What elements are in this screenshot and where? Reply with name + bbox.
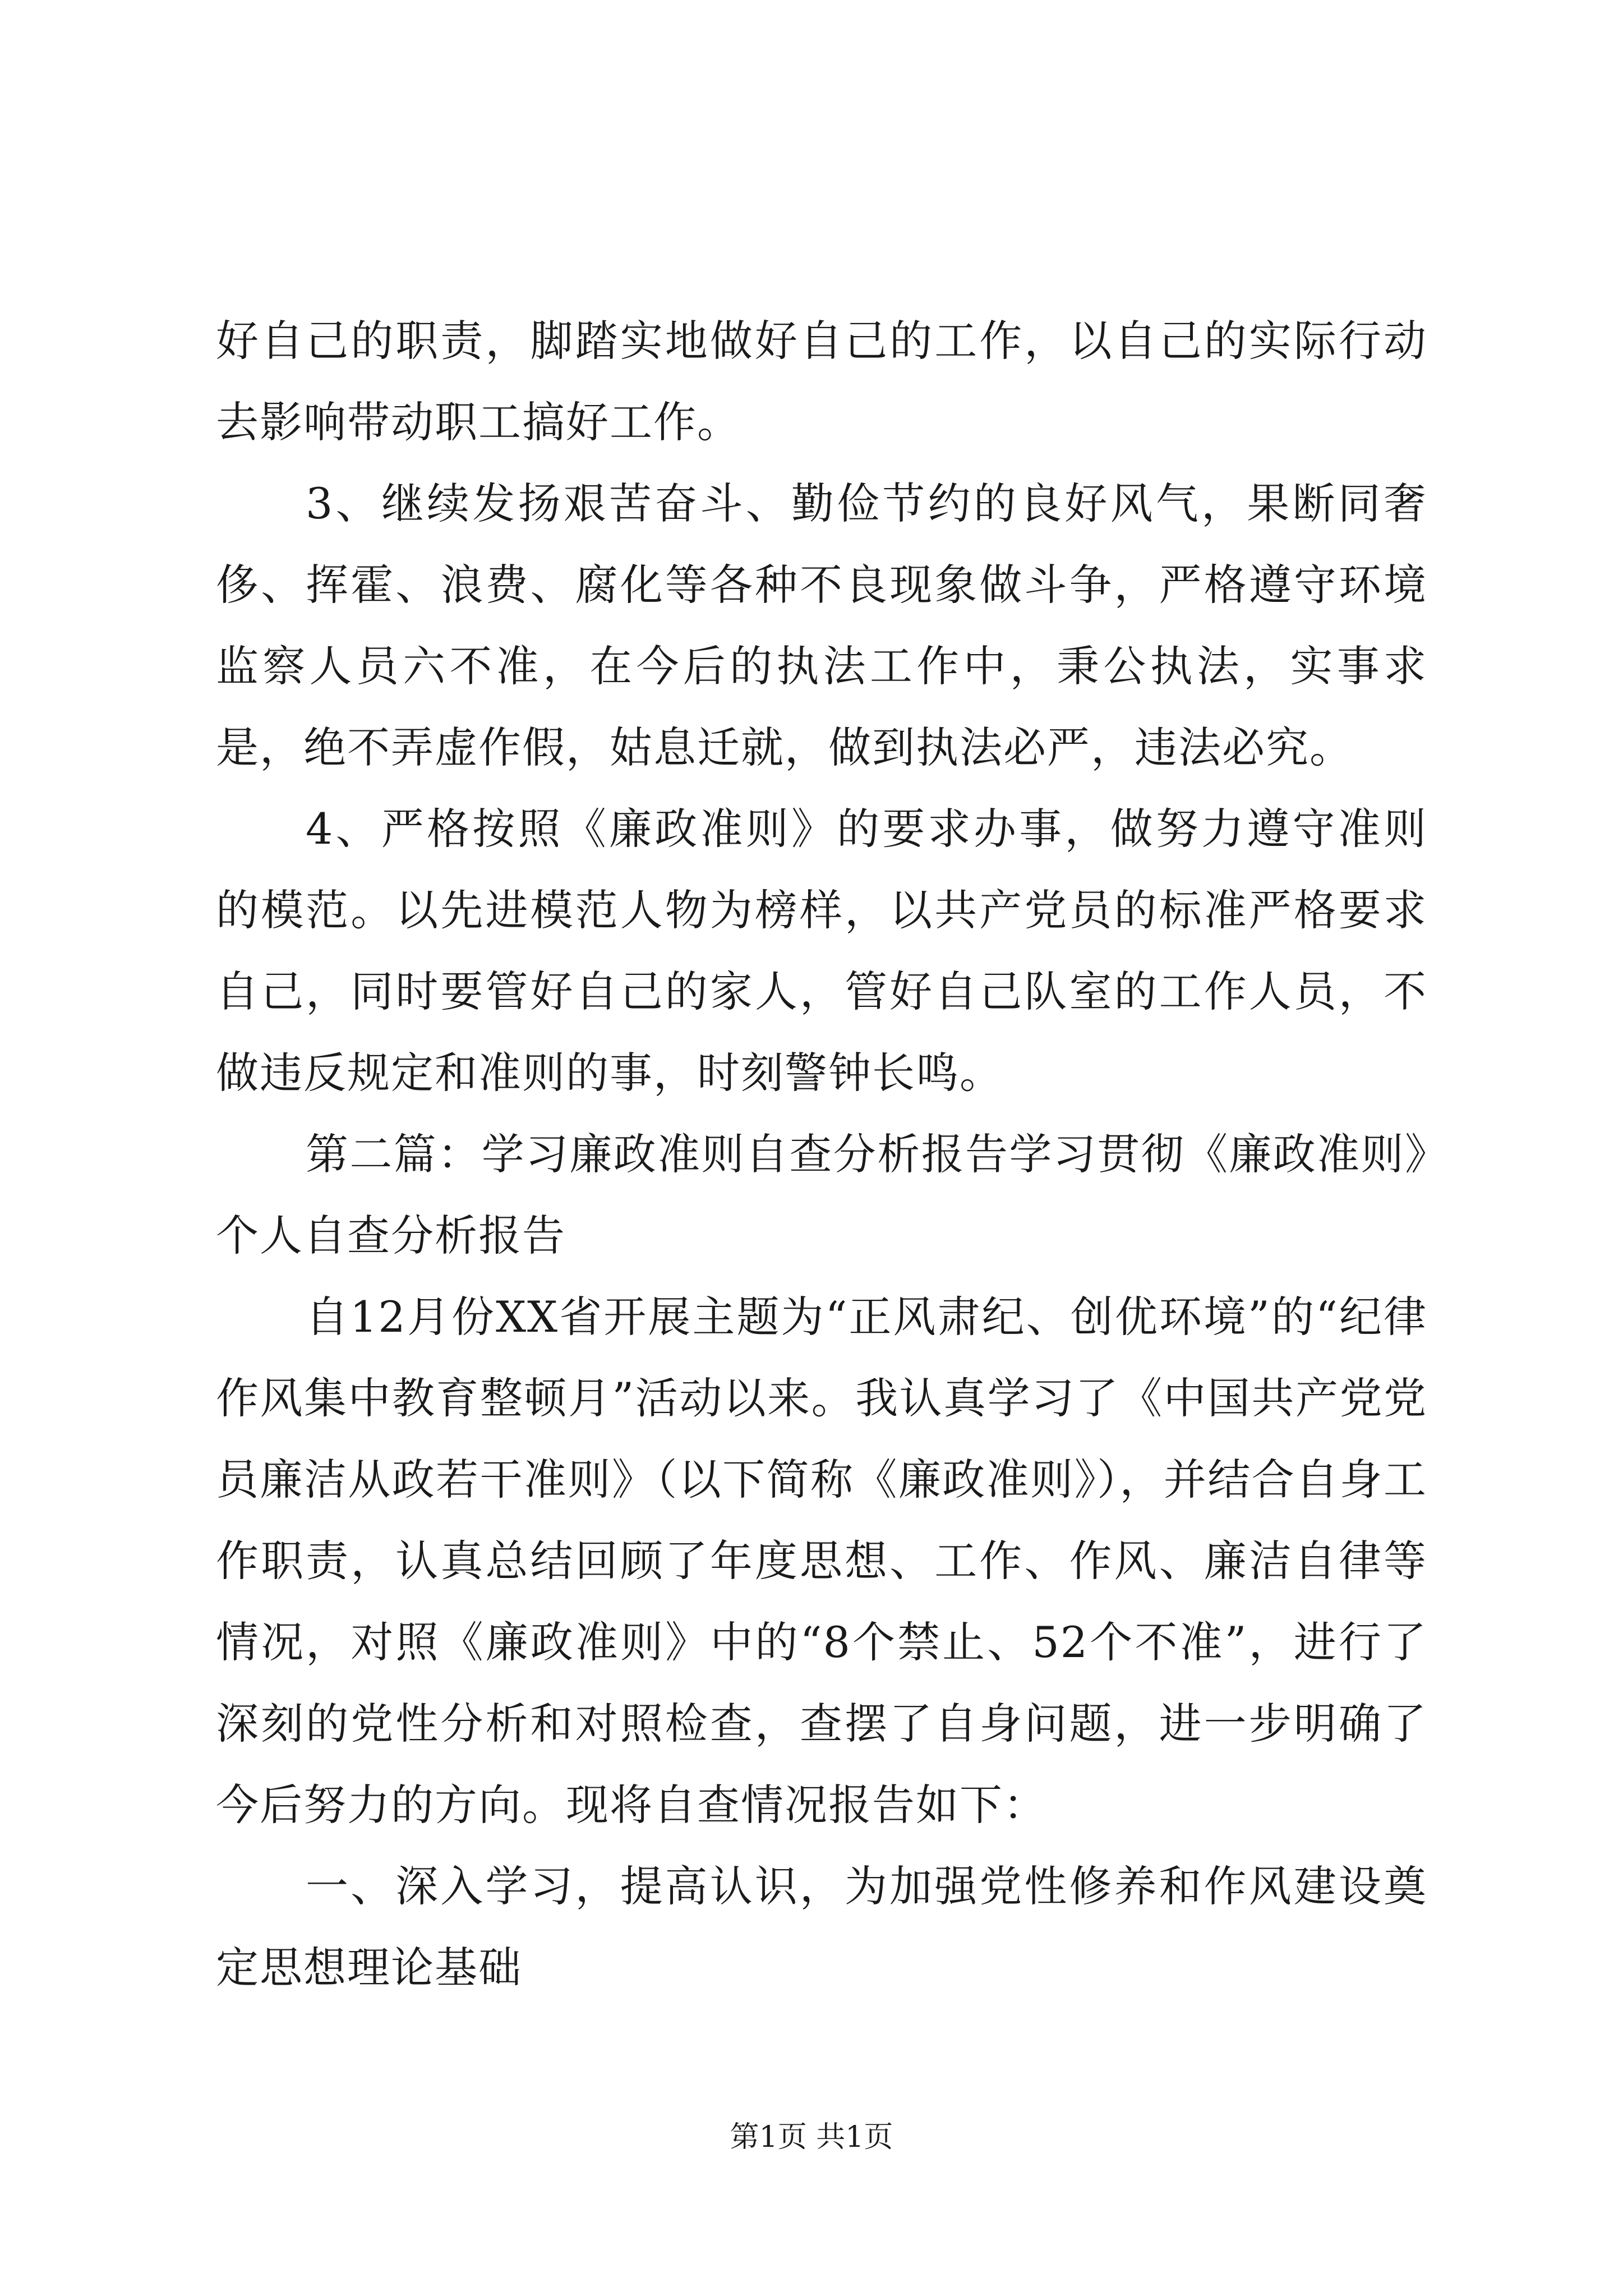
page-number-footer: 第1页 共1页 [730, 2120, 893, 2154]
paragraph-intro: 自12月份XX省开展主题为“正风肃纪、创优环境”的“纪律作风集中教育整顿月”活动以来。我认真学习了《中国共产党党员廉洁从政若干准则》（以下简称《廉政准则》），并结合自身工作职责，认真总结回顾了年度思想、工作、作风、廉洁自律等情况，对照《廉政准则》中的“8个禁止、52个不准”，进行了深刻的党性分析和对照检查，查摆了自身问题，进一步明确了今后努力的方向。现将自查情况报告如下： [216, 1292, 1427, 1830]
paragraph-continuation: 好自己的职责，脚踏实地做好自己的工作，以自己的实际行动去影响带动职工搞好工作。 [216, 316, 1427, 447]
section-heading-one: 一、深入学习，提高认识，为加强党性修养和作风建设奠定思想理论基础 [216, 1861, 1427, 1993]
paragraph-item-3: 3、继续发扬艰苦奋斗、勤俭节约的良好风气，果断同奢侈、挥霍、浪费、腐化等各种不良现象做斗争，严格遵守环境监察人员六不准，在今后的执法工作中，秉公执法，实事求是，绝不弄虚作假，姑息迁就，做到执法必严，违法必究。 [216, 478, 1427, 772]
section-heading-part-two: 第二篇：学习廉政准则自查分析报告学习贯彻《廉政准则》个人自查分析报告 [216, 1129, 1427, 1260]
document-body [216, 300, 1427, 2008]
paragraph-item-4: 4、严格按照《廉政准则》的要求办事，做努力遵守准则的模范。以先进模范人物为榜样，以共产党员的标准严格要求自己，同时要管好自己的家人，管好自己队室的工作人员，不做违反规定和准则的事，时刻警钟长鸣。 [216, 804, 1427, 1098]
